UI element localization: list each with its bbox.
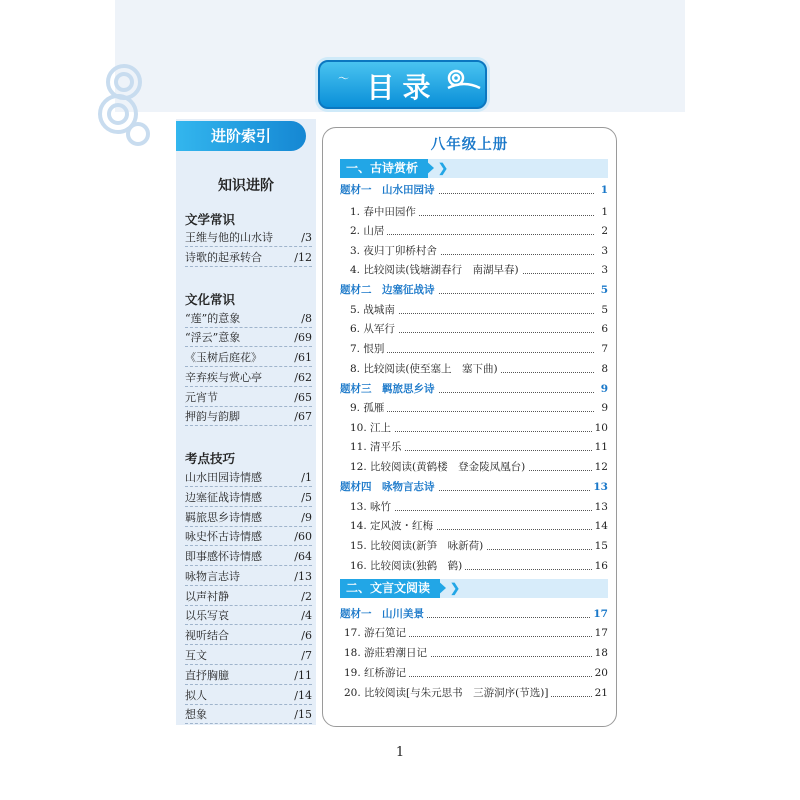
toc-entry[interactable] — [340, 557, 608, 575]
index-category: 文化常识 — [185, 292, 236, 307]
index-item[interactable]: 视听结合 /6 — [185, 627, 312, 645]
toc-entry-title: 4. 比较阅读(钱塘湖春行 南湖早春) — [340, 261, 522, 279]
toc-entry[interactable] — [340, 222, 608, 240]
index-item[interactable]: 互文 /7 — [185, 647, 312, 665]
toc-entry-page: 1 — [598, 203, 608, 221]
toc-entry-page: 5 — [598, 301, 608, 319]
page-number: 1 — [395, 745, 405, 760]
toc-entry-page: 10 — [592, 419, 608, 437]
toc-entry-page: 17 — [590, 605, 608, 623]
toc-entry-page: 1 — [598, 181, 608, 199]
toc-entry-page: 5 — [598, 281, 608, 299]
toc-entry-page: 16 — [592, 557, 608, 575]
toc-entry-page: 18 — [592, 644, 608, 662]
toc-entry[interactable] — [340, 517, 608, 535]
index-item[interactable]: 边塞征战诗情感 /5 — [185, 489, 312, 507]
toc-entry-title: 18. 游莊碧潮日记 — [340, 644, 430, 662]
toc-entry[interactable] — [340, 498, 608, 516]
toc-entry[interactable] — [340, 261, 608, 279]
index-item[interactable]: 王维与他的山水诗 /3 — [185, 229, 312, 247]
toc-entry-title: 13. 咏竹 — [340, 498, 394, 516]
chevron-icon: ❯ — [450, 581, 461, 595]
index-item[interactable]: 直抒胸臆 /11 — [185, 667, 312, 685]
section-header — [340, 579, 608, 598]
arrow-icon — [436, 579, 446, 597]
index-category: 考点技巧 — [185, 451, 236, 466]
toc-entry-page: 13 — [592, 498, 608, 516]
toc-entry[interactable] — [340, 419, 608, 437]
toc-entry-title: 11. 清平乐 — [340, 438, 405, 456]
toc-entry-title: 2. 山居 — [340, 222, 387, 240]
page-title: 目录 — [366, 71, 439, 104]
toc-entry-title: 6. 从军行 — [340, 320, 398, 338]
toc-entry-title: 5. 战城南 — [340, 301, 398, 319]
section-label: 二、文言文阅读 — [340, 579, 440, 598]
toc-entry[interactable] — [340, 537, 608, 555]
toc-entry-page: 3 — [598, 242, 608, 260]
toc-entry-page: 13 — [590, 478, 608, 496]
toc-entry-title: 3. 夜归丁卯桥村舍 — [340, 242, 440, 260]
toc-entry[interactable] — [340, 624, 608, 642]
toc-entry-page: 8 — [598, 360, 608, 378]
theme-row[interactable] — [340, 605, 608, 623]
toc-entry-title: 题材一 山川美景 — [340, 605, 427, 623]
section-label: 一、古诗赏析 — [340, 159, 428, 178]
section-header — [340, 159, 608, 178]
index-item[interactable]: 以声衬静 /2 — [185, 588, 312, 606]
toc-entry[interactable] — [340, 664, 608, 682]
index-category: 文学常识 — [185, 212, 236, 227]
toc-entry-page: 6 — [598, 320, 608, 338]
toc-entry-title: 19. 红桥游记 — [340, 664, 409, 682]
toc-entry[interactable] — [340, 360, 608, 378]
toc-entry-page: 12 — [592, 458, 608, 476]
toc-entry-title: 题材一 山水田园诗 — [340, 181, 438, 199]
toc-entry-page: 7 — [598, 340, 608, 358]
index-item[interactable]: “浮云”意象 /69 — [185, 329, 312, 347]
toc-entry[interactable] — [340, 458, 608, 476]
toc-entry-title: 15. 比较阅读(新笋 咏新荷) — [340, 537, 486, 555]
toc-entry[interactable] — [340, 438, 608, 456]
index-item[interactable]: 拟人 /14 — [185, 687, 312, 705]
toc-entry-page: 11 — [592, 438, 608, 456]
arrow-icon — [424, 159, 434, 177]
index-item[interactable]: “莲”的意象 /8 — [185, 310, 312, 328]
index-item[interactable]: 以乐写哀 /4 — [185, 607, 312, 625]
toc-entry[interactable] — [340, 399, 608, 417]
toc-entry[interactable] — [340, 203, 608, 221]
toc-entry-page: 17 — [592, 624, 608, 642]
toc-entry[interactable] — [340, 340, 608, 358]
toc-entry-page: 14 — [592, 517, 608, 535]
chevron-icon: ❯ — [438, 161, 449, 175]
toc-entry-page: 21 — [592, 684, 608, 702]
toc-entry-title: 题材三 羁旅思乡诗 — [340, 380, 438, 398]
toc-entry-title: 14. 定风波・红梅 — [340, 517, 436, 535]
toc-entry-page: 9 — [598, 399, 608, 417]
index-item[interactable]: 即事感怀诗情感 /64 — [185, 548, 312, 566]
toc-entry-title: 题材二 边塞征战诗 — [340, 281, 438, 299]
toc-entry-title: 7. 恨别 — [340, 340, 387, 358]
toc-entry-title: 17. 游石笕记 — [340, 624, 409, 642]
index-item[interactable]: 咏物言志诗 /13 — [185, 568, 312, 586]
index-item[interactable]: 诗歌的起承转合 /12 — [185, 249, 312, 267]
grade-title: 八年级上册 — [430, 137, 509, 153]
index-item[interactable]: 山水田园诗情感 /1 — [185, 469, 312, 487]
cloud-icon — [444, 66, 484, 96]
toc-entry-page: 20 — [592, 664, 608, 682]
toc-entry[interactable] — [340, 684, 608, 702]
toc-entry[interactable] — [340, 320, 608, 338]
index-item[interactable]: 羁旅思乡诗情感 /9 — [185, 509, 312, 527]
toc-entry-title: 12. 比较阅读(黄鹤楼 登金陵凤凰台) — [340, 458, 528, 476]
toc-entry-page: 2 — [598, 222, 608, 240]
theme-row[interactable] — [340, 281, 608, 299]
index-item[interactable]: 《玉树后庭花》 /61 — [185, 349, 312, 367]
index-item[interactable]: 押韵与韵脚 /67 — [185, 408, 312, 426]
toc-entry[interactable] — [340, 301, 608, 319]
index-item[interactable]: 想象 /15 — [185, 706, 312, 724]
index-item[interactable]: 元宵节 /65 — [185, 389, 312, 407]
theme-row[interactable] — [340, 380, 608, 398]
toc-entry-title: 9. 孤雁 — [340, 399, 387, 417]
cloud-decoration-icon — [96, 52, 156, 148]
toc-entry-title: 8. 比较阅读(使至塞上 塞下曲) — [340, 360, 501, 378]
index-item[interactable]: 辛弃疾与赏心亭 /62 — [185, 369, 312, 387]
theme-row[interactable] — [340, 478, 608, 496]
toc-entry-title: 题材四 咏物言志诗 — [340, 478, 438, 496]
toc-entry-page: 9 — [598, 380, 608, 398]
bird-icon: 〜 — [338, 72, 349, 85]
toc-entry-title: 10. 江上 — [340, 419, 394, 437]
toc-entry-page: 3 — [598, 261, 608, 279]
toc-entry-title: 1. 春中田园作 — [340, 203, 419, 221]
toc-entry[interactable] — [340, 644, 608, 662]
toc-entry-title: 16. 比较阅读(独鹤 鹤) — [340, 557, 465, 575]
index-section-title: 知识进阶 — [218, 178, 274, 194]
toc-entry-title: 20. 比较阅读[与朱元思书 三游洞序(节选)] — [340, 684, 551, 702]
toc-entry[interactable] — [340, 242, 608, 260]
index-tab: 进阶索引 — [176, 121, 306, 151]
theme-row[interactable] — [340, 181, 608, 199]
toc-entry-page: 15 — [592, 537, 608, 555]
index-item[interactable]: 咏史怀古诗情感 /60 — [185, 528, 312, 546]
